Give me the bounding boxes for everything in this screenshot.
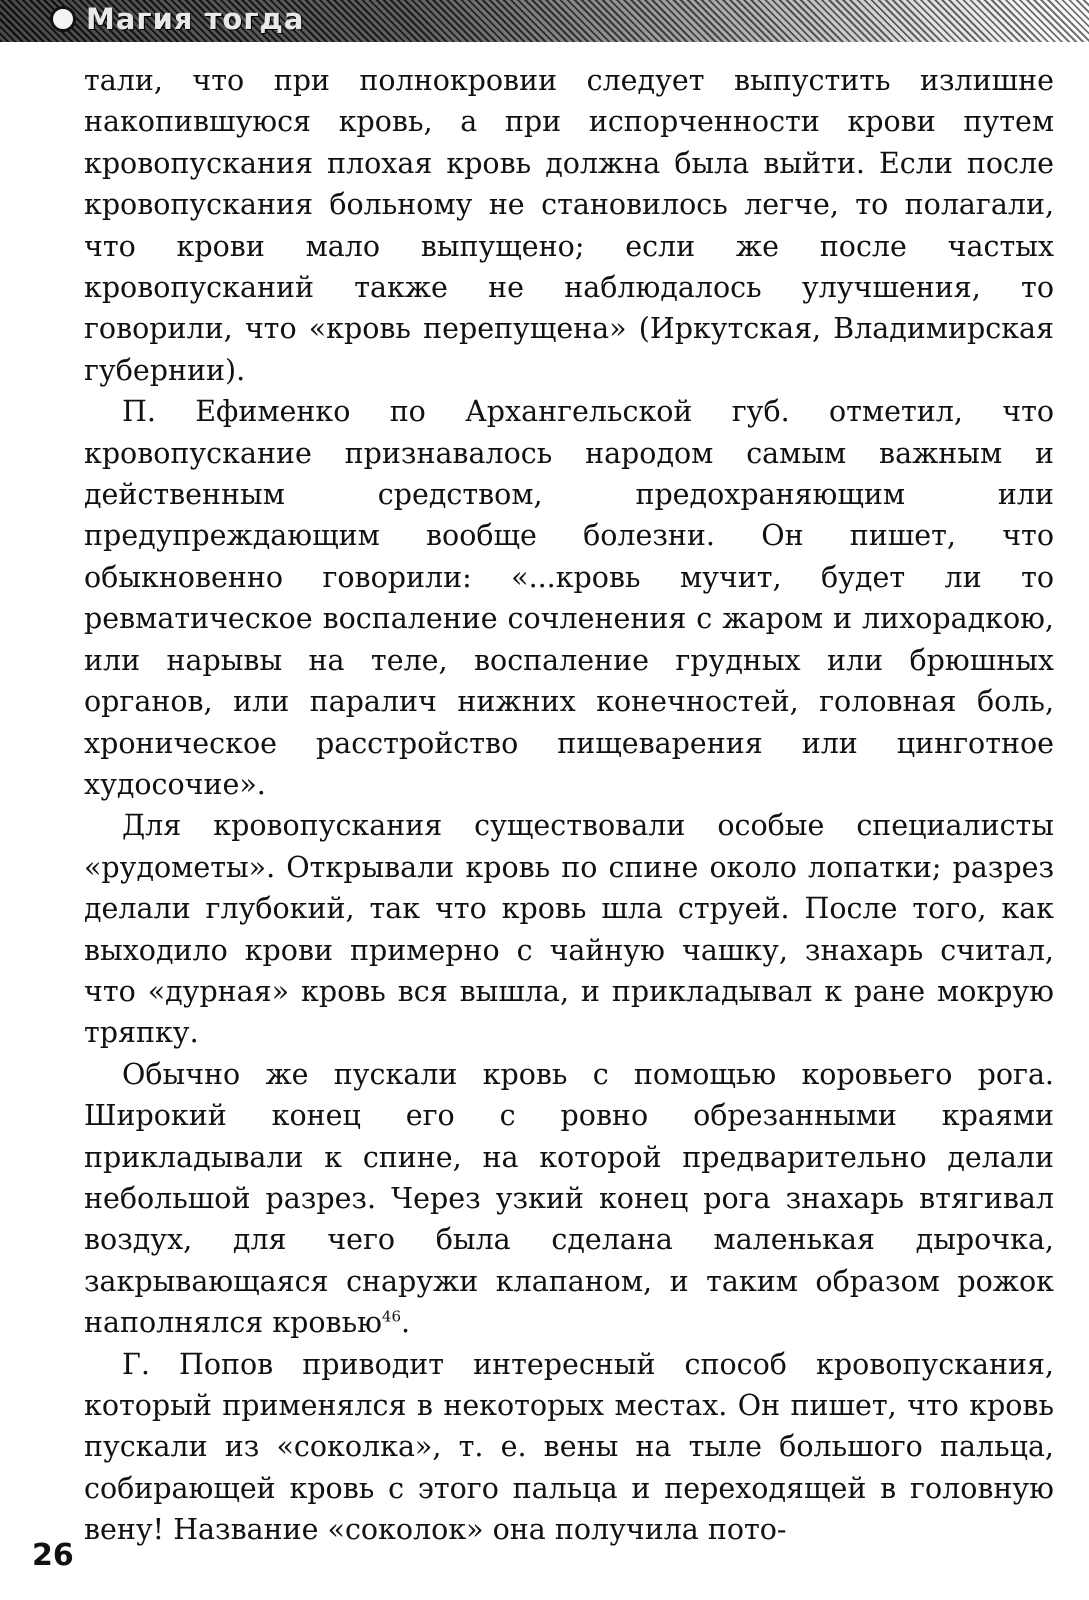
paragraph: тали, что при полнокровии следует выпустить излишне накопившуюся кровь, а при испорченности крови путем кровопускания плохая кровь должна была выйти. Если после кровопускания больному не становилось легче, то полагали, что крови мало выпущено; если же после частых кровопусканий также не наблюдалось улучшения, то говорили, что «кровь перепущена» (Иркутская, Владимирская губернии).: [84, 64, 1054, 387]
footnote-reference: 46: [381, 1307, 402, 1326]
running-header: [0, 0, 1089, 42]
running-title: Магия тогда: [86, 2, 305, 36]
paragraph-with-footnote: [84, 1054, 1054, 1344]
circle-icon: [50, 6, 76, 32]
paragraph: П. Ефименко по Архангельской губ. отметил, что кровопускание признавалось народом самым важным и действенным средством, предохраняющим или предупреждающим вообще болезни. Он пишет, что обыкновенно говорили: «...кровь мучит, будет ли то ревматическое воспаление сочленения с жаром и лихорадкою, или нарывы на теле, воспаление грудных или брюшных органов, или паралич нижних конечностей, головная боль, хроническое расстройство пищеварения или цинготное худосочие».: [84, 395, 1054, 801]
page-text: [84, 60, 1054, 1551]
paragraph: Г. Попов приводит интересный способ кровопускания, который применялся в некоторых местах. Он пишет, что кровь пускали из «соколка», т. е. вены на тыле большого пальца, собирающей кровь с этого пальца и переходящей в головную вену! Название «соколок» она получила пото-: [84, 1347, 1054, 1547]
paragraph: Для кровопускания существовали особые специалисты «рудометы». Открывали кровь по спине около лопатки; разрез делали глубокий, так что кровь шла струей. После того, как выходило крови примерно с чайную чашку, знахарь считал, что «дурная» кровь вся вышла, и прикладывал к ране мокрую тряпку.: [84, 809, 1054, 1050]
paragraph-text: Обычно же пускали кровь с помощью коровьего рога. Широкий конец его с ровно обрезанными краями прикладывали к спине, на которой предварительно делали небольшой разрез. Через узкий конец рога знахарь втягивал воздух, для чего была сделана маленькая дырочка, закрывающаяся снаружи клапаном, и таким образом рожок наполнялся кровью: [84, 1057, 1054, 1340]
paragraph-end: .: [401, 1306, 411, 1340]
page-number: 26: [32, 1538, 74, 1573]
